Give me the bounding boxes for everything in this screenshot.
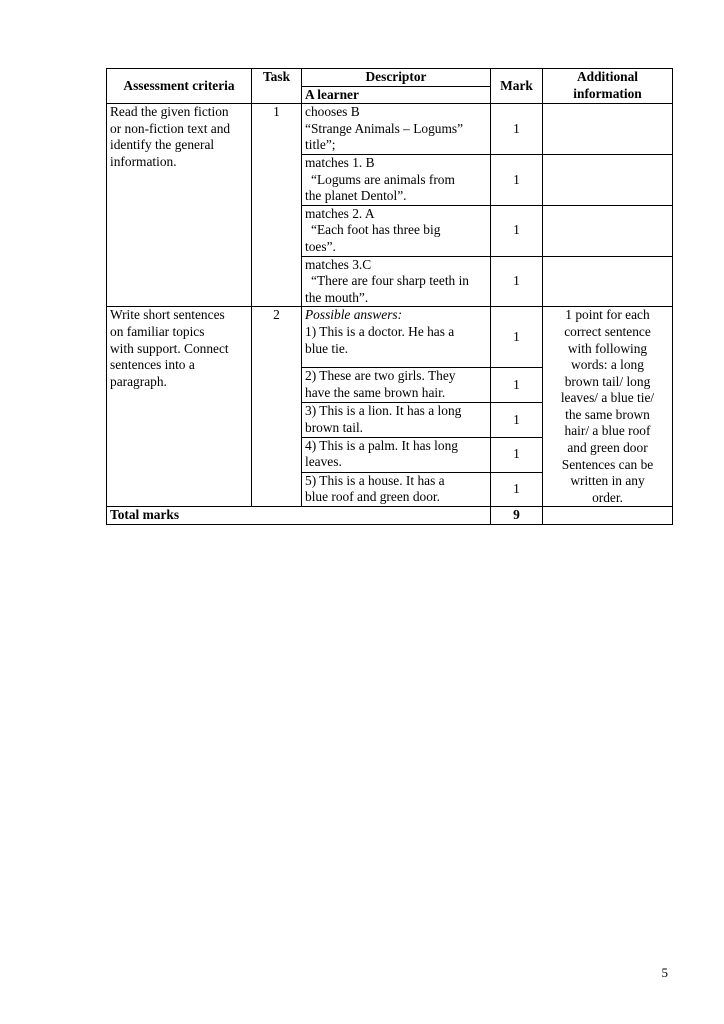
descriptor-line: “Strange Animals – Logums” (305, 120, 464, 136)
additional-cell (543, 256, 673, 307)
task2-additional (543, 307, 673, 507)
mark-cell: 1 (491, 368, 543, 403)
descriptor-cell (302, 437, 491, 472)
criteria-line: paragraph. (110, 373, 167, 389)
criteria-line: with support. Connect (110, 340, 229, 356)
descriptor-cell (302, 205, 491, 256)
criteria-line: identify the general (110, 137, 215, 153)
descriptor-cell (302, 403, 491, 438)
additional-line: brown tail/ long (564, 373, 651, 389)
additional-line: the same brown (565, 406, 650, 422)
descriptor-line: matches 1. B (305, 154, 375, 170)
header-row (107, 69, 673, 87)
descriptor-line: the planet Dentol”. (305, 188, 407, 204)
additional-line: written in any (570, 473, 645, 489)
mark-cell: 1 (491, 437, 543, 472)
possible-answers-label: Possible answers: (305, 307, 403, 323)
task1-criteria (107, 104, 252, 307)
descriptor-line: 5) This is a house. It has a (305, 472, 445, 488)
additional-line: 1 point for each (565, 307, 650, 323)
descriptor-cell (302, 472, 491, 507)
assessment-table (106, 68, 673, 525)
additional-line: hair/ a blue roof (564, 423, 651, 439)
mark-cell: 1 (491, 472, 543, 507)
descriptor-cell (302, 368, 491, 403)
descriptor-line: have the same brown hair. (305, 384, 446, 400)
additional-cell (543, 104, 673, 155)
criteria-line: Write short sentences (110, 307, 225, 323)
header-descriptor-sub: A learner (302, 86, 491, 104)
additional-line: order. (592, 489, 623, 505)
task1-number: 1 (252, 104, 302, 307)
descriptor-line: toes”. (305, 238, 336, 254)
descriptor-cell (302, 104, 491, 155)
descriptor-line: “Logums are animals from (311, 171, 455, 187)
total-additional-cell (543, 507, 673, 525)
descriptor-line: blue tie. (305, 340, 349, 356)
additional-cell (543, 205, 673, 256)
mark-cell: 1 (491, 256, 543, 307)
descriptor-cell (302, 154, 491, 205)
descriptor-line: title”; (305, 137, 336, 153)
additional-line: Sentences can be (561, 456, 654, 472)
table-row (107, 104, 673, 155)
descriptor-line: 4) This is a palm. It has long (305, 437, 458, 453)
criteria-line: sentences into a (110, 357, 195, 373)
mark-cell: 1 (491, 104, 543, 155)
criteria-line: or non-fiction text and (110, 120, 231, 136)
header-additional-line: information (573, 85, 642, 101)
descriptor-line: leaves. (305, 454, 342, 470)
header-additional-line: Additional (576, 69, 639, 84)
descriptor-line: matches 3.C (305, 256, 372, 272)
descriptor-line: “Each foot has three big (311, 222, 441, 238)
descriptor-cell (302, 256, 491, 307)
descriptor-line: blue roof and green door. (305, 489, 440, 505)
header-criteria: Assessment criteria (107, 69, 252, 104)
additional-line: and green door (567, 440, 648, 456)
descriptor-line: the mouth”. (305, 289, 369, 305)
additional-line: leaves/ a blue tie/ (560, 390, 655, 406)
task2-number: 2 (252, 307, 302, 507)
additional-line: words: a long (571, 357, 644, 373)
criteria-line: on familiar topics (110, 323, 205, 339)
mark-cell: 1 (491, 307, 543, 368)
total-label: Total marks (107, 507, 491, 525)
total-row (107, 507, 673, 525)
table-row (107, 307, 673, 368)
criteria-line: information. (110, 153, 177, 169)
additional-line: with following (567, 340, 648, 356)
total-value: 9 (491, 507, 543, 525)
additional-line: correct sentence (564, 323, 651, 339)
criteria-line: Read the given fiction (110, 104, 229, 120)
mark-cell: 1 (491, 403, 543, 438)
descriptor-line: 2) These are two girls. They (305, 368, 456, 384)
mark-cell: 1 (491, 154, 543, 205)
descriptor-line: 1) This is a doctor. He has a (305, 323, 455, 339)
additional-cell (543, 154, 673, 205)
header-additional (543, 69, 673, 104)
header-task: Task (252, 69, 302, 104)
descriptor-line: 3) This is a lion. It has a long (305, 403, 462, 419)
descriptor-line: chooses B (305, 104, 360, 120)
mark-cell: 1 (491, 205, 543, 256)
descriptor-line: “There are four sharp teeth in (311, 273, 470, 289)
descriptor-line: brown tail. (305, 419, 364, 435)
descriptor-line: matches 2. A (305, 205, 375, 221)
page-number: 5 (661, 965, 668, 980)
task2-criteria (107, 307, 252, 507)
descriptor-cell (302, 307, 491, 368)
header-descriptor: Descriptor (302, 69, 491, 87)
header-mark: Mark (491, 69, 543, 104)
